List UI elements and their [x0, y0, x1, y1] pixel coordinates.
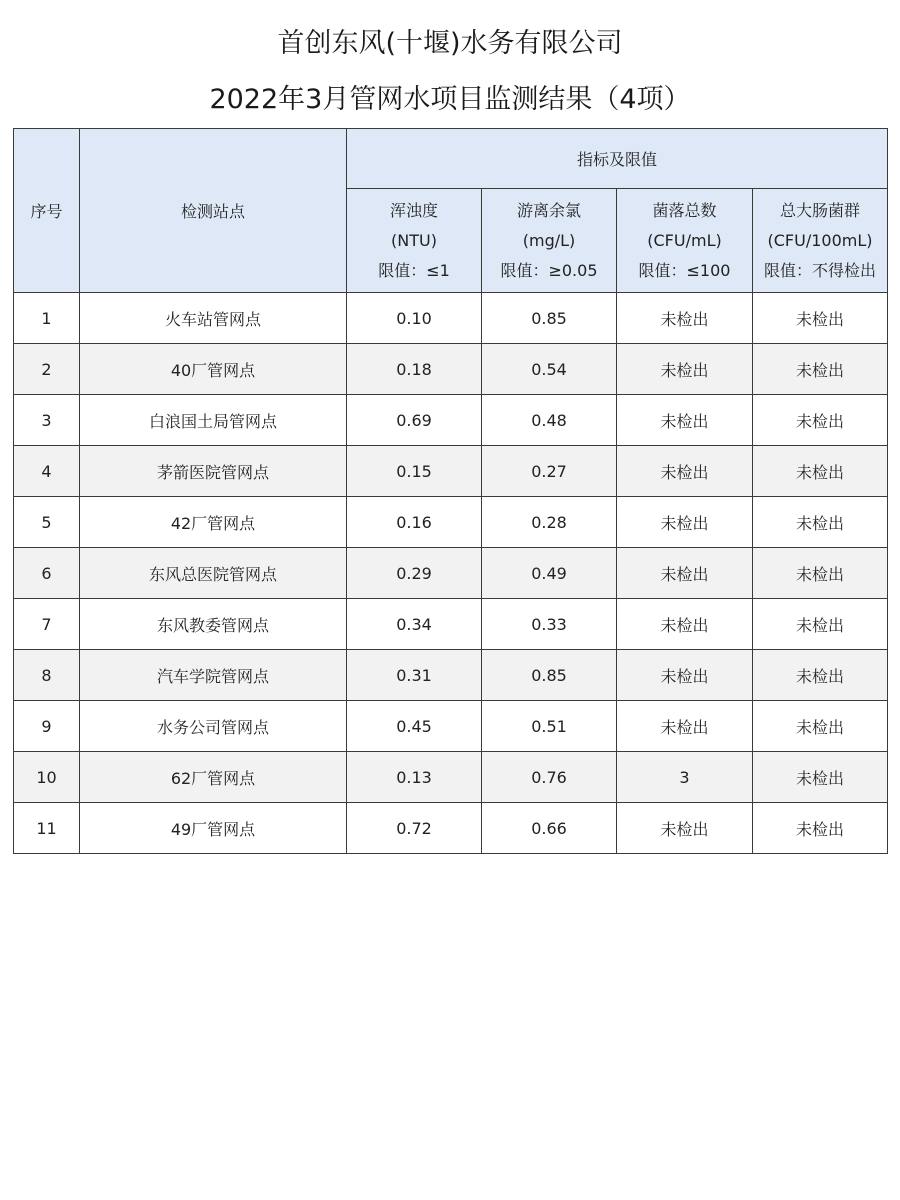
- header-total-coliform-unit: (CFU/100mL): [767, 230, 873, 250]
- header-free-chlorine-unit: (mg/L): [522, 230, 576, 250]
- table-row: [14, 446, 888, 497]
- cell-seq: 5: [14, 497, 80, 548]
- monitoring-results-table: [13, 128, 888, 854]
- cell-colony-count: 3: [617, 752, 753, 803]
- cell-total-coliform: 未检出: [753, 395, 888, 446]
- cell-seq: 2: [14, 344, 80, 395]
- cell-total-coliform: 未检出: [753, 803, 888, 854]
- cell-free-chlorine: 0.85: [482, 293, 617, 344]
- cell-total-coliform: 未检出: [753, 293, 888, 344]
- cell-colony-count: 未检出: [617, 497, 753, 548]
- cell-turbidity: 0.72: [347, 803, 482, 854]
- table-row: [14, 293, 888, 344]
- table-row: [14, 395, 888, 446]
- cell-turbidity: 0.34: [347, 599, 482, 650]
- cell-free-chlorine: 0.27: [482, 446, 617, 497]
- table-row: [14, 599, 888, 650]
- header-free-chlorine-name: 游离余氯: [516, 200, 581, 220]
- cell-free-chlorine: 0.49: [482, 548, 617, 599]
- cell-colony-count: 未检出: [617, 803, 753, 854]
- cell-turbidity: 0.18: [347, 344, 482, 395]
- cell-turbidity: 0.10: [347, 293, 482, 344]
- header-colony-count-unit: (CFU/mL): [647, 230, 722, 250]
- cell-free-chlorine: 0.76: [482, 752, 617, 803]
- cell-site: 水务公司管网点: [80, 701, 347, 752]
- cell-seq: 6: [14, 548, 80, 599]
- header-seq: 序号: [14, 129, 80, 293]
- cell-seq: 11: [14, 803, 80, 854]
- header-colony-count-name: 菌落总数: [652, 200, 717, 220]
- header-total-coliform: [753, 189, 888, 293]
- document-title: 首创东风(十堰)水务有限公司: [277, 28, 623, 59]
- header-total-coliform-name: 总大肠菌群: [780, 200, 861, 220]
- cell-free-chlorine: 0.66: [482, 803, 617, 854]
- table-row: [14, 497, 888, 548]
- cell-turbidity: 0.31: [347, 650, 482, 701]
- cell-free-chlorine: 0.85: [482, 650, 617, 701]
- header-colony-count-limit: 限值：≤100: [638, 260, 731, 280]
- cell-turbidity: 0.69: [347, 395, 482, 446]
- cell-total-coliform: 未检出: [753, 446, 888, 497]
- header-turbidity-unit: (NTU): [391, 230, 437, 250]
- cell-site: 茅箭医院管网点: [80, 446, 347, 497]
- cell-colony-count: 未检出: [617, 293, 753, 344]
- cell-seq: 7: [14, 599, 80, 650]
- cell-free-chlorine: 0.51: [482, 701, 617, 752]
- cell-total-coliform: 未检出: [753, 497, 888, 548]
- cell-colony-count: 未检出: [617, 650, 753, 701]
- cell-free-chlorine: 0.54: [482, 344, 617, 395]
- cell-colony-count: 未检出: [617, 446, 753, 497]
- table-row: [14, 803, 888, 854]
- cell-seq: 10: [14, 752, 80, 803]
- cell-seq: 4: [14, 446, 80, 497]
- cell-site: 汽车学院管网点: [80, 650, 347, 701]
- table-row: [14, 548, 888, 599]
- header-turbidity-name: 浑浊度: [389, 200, 438, 220]
- header-turbidity-limit: 限值：≤1: [378, 260, 450, 280]
- cell-site: 白浪国土局管网点: [80, 395, 347, 446]
- header-total-coliform-limit: 限值：不得检出: [764, 260, 877, 280]
- cell-free-chlorine: 0.28: [482, 497, 617, 548]
- cell-turbidity: 0.13: [347, 752, 482, 803]
- header-turbidity: [347, 189, 482, 293]
- table-row: [14, 344, 888, 395]
- cell-seq: 8: [14, 650, 80, 701]
- cell-colony-count: 未检出: [617, 395, 753, 446]
- cell-colony-count: 未检出: [617, 344, 753, 395]
- header-indicator-group: 指标及限值: [347, 129, 888, 189]
- cell-colony-count: 未检出: [617, 599, 753, 650]
- cell-seq: 1: [14, 293, 80, 344]
- cell-site: 42厂管网点: [80, 497, 347, 548]
- document-subtitle: 2022年3月管网水项目监测结果（4项）: [209, 84, 691, 115]
- table-row: [14, 650, 888, 701]
- header-colony-count: [617, 189, 753, 293]
- header-free-chlorine-limit: 限值：≥0.05: [500, 260, 598, 280]
- table-row: [14, 701, 888, 752]
- cell-turbidity: 0.16: [347, 497, 482, 548]
- cell-total-coliform: 未检出: [753, 599, 888, 650]
- cell-turbidity: 0.15: [347, 446, 482, 497]
- cell-site: 62厂管网点: [80, 752, 347, 803]
- cell-total-coliform: 未检出: [753, 701, 888, 752]
- cell-total-coliform: 未检出: [753, 344, 888, 395]
- cell-total-coliform: 未检出: [753, 548, 888, 599]
- cell-total-coliform: 未检出: [753, 752, 888, 803]
- cell-site: 40厂管网点: [80, 344, 347, 395]
- cell-seq: 9: [14, 701, 80, 752]
- cell-site: 东风总医院管网点: [80, 548, 347, 599]
- results-body: [14, 293, 888, 854]
- cell-turbidity: 0.29: [347, 548, 482, 599]
- cell-site: 东风教委管网点: [80, 599, 347, 650]
- cell-turbidity: 0.45: [347, 701, 482, 752]
- header-site: 检测站点: [80, 129, 347, 293]
- cell-seq: 3: [14, 395, 80, 446]
- cell-free-chlorine: 0.48: [482, 395, 617, 446]
- cell-colony-count: 未检出: [617, 701, 753, 752]
- cell-site: 49厂管网点: [80, 803, 347, 854]
- cell-colony-count: 未检出: [617, 548, 753, 599]
- cell-free-chlorine: 0.33: [482, 599, 617, 650]
- table-row: [14, 752, 888, 803]
- header-free-chlorine: [482, 189, 617, 293]
- cell-total-coliform: 未检出: [753, 650, 888, 701]
- cell-site: 火车站管网点: [80, 293, 347, 344]
